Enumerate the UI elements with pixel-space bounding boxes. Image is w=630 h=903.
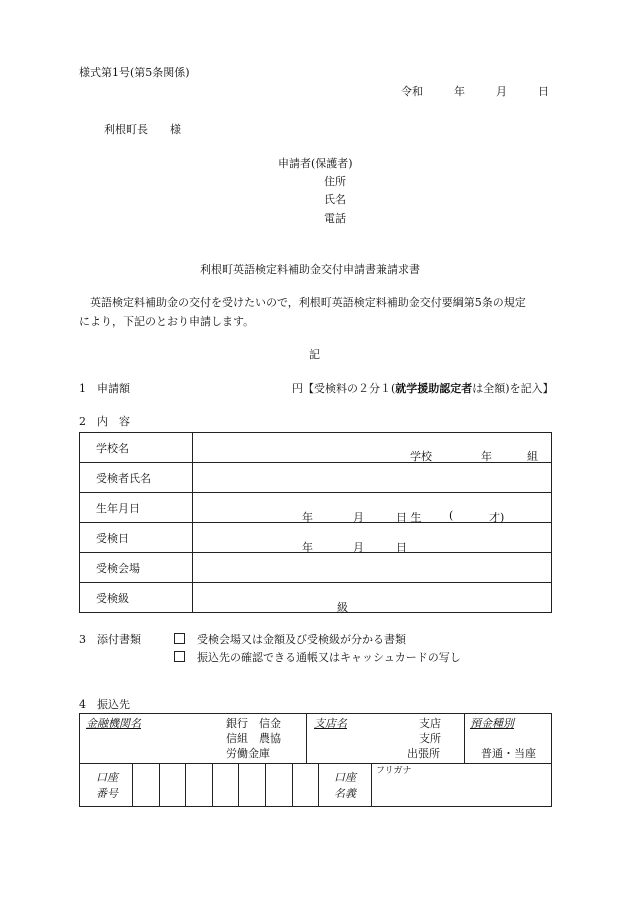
birthdate-field[interactable] [193, 493, 552, 523]
table-row [80, 433, 552, 463]
table-row [80, 553, 552, 583]
examinee-name-field[interactable] [193, 463, 552, 493]
applicant-phone-label: 電話 [324, 212, 346, 225]
school-field[interactable] [193, 433, 552, 463]
checkbox-attachment-2[interactable] [174, 651, 185, 662]
grade-suffix: 年 [481, 450, 492, 463]
row-label-exam-date: 受検日 [80, 523, 193, 553]
item3-label: 3 添付書類 [79, 633, 141, 646]
furigana-label: フリガナ [376, 766, 412, 776]
item2-label: 2 内 容 [79, 415, 130, 428]
date-era: 令和 [401, 85, 423, 98]
school-suffix: 学校 [410, 450, 432, 463]
class-suffix: 組 [527, 450, 538, 463]
bank-type-2: 信組 農協 [226, 732, 281, 745]
body-line-1: 英語検定料補助金の交付を受けたいので，利根町英語検定料補助金交付要綱第5条の規定 [90, 296, 526, 309]
birth-year: 年 [302, 511, 313, 524]
content-table [79, 432, 552, 613]
document-title: 利根町英語検定料補助金交付申請書兼請求書 [200, 263, 420, 276]
account-number-field[interactable] [133, 764, 318, 806]
item1-mid: は全額)を記入】 [472, 382, 554, 395]
item4-label: 4 振込先 [79, 698, 130, 711]
attachment-1-label: 受検会場又は金額及び受検級が分かる書類 [197, 633, 406, 646]
item1-note [292, 382, 554, 396]
row-label-school: 学校名 [80, 433, 193, 463]
deposit-type-label: 預金種別 [470, 717, 514, 730]
branch-type-3: 出張所 [407, 747, 440, 760]
account-holder-label-1: 口座 [334, 771, 356, 784]
grade-kyu: 級 [337, 601, 348, 614]
table-row [80, 463, 552, 493]
account-number-label-1: 口座 [96, 771, 118, 784]
date-month: 月 [496, 85, 507, 98]
exam-grade-field[interactable] [193, 583, 552, 613]
bank-name-label: 金融機関名 [86, 717, 141, 730]
body-line-2: により，下記のとおり申請します。 [79, 315, 255, 328]
branch-name-label: 支店名 [314, 717, 347, 730]
bank-table [79, 713, 552, 807]
branch-type-2: 支所 [419, 732, 441, 745]
age-suffix: 才) [489, 511, 505, 524]
exam-month: 月 [353, 541, 364, 554]
date-day: 日 [538, 85, 549, 98]
account-holder-label-2: 名義 [334, 787, 356, 800]
venue-field[interactable] [193, 553, 552, 583]
attachment-2-label: 振込先の確認できる通帳又はキャッシュカードの写し [197, 651, 461, 664]
birth-day: 日 生 [396, 511, 422, 524]
account-holder-field[interactable] [372, 776, 550, 806]
table-row [80, 523, 552, 553]
row-label-birthdate: 生年月日 [80, 493, 193, 523]
addressee: 利根町長 様 [104, 123, 181, 136]
bank-type-1: 銀行 信金 [226, 717, 281, 730]
ki-heading: 記 [309, 348, 320, 361]
bank-type-3: 労働金庫 [226, 747, 270, 760]
row-label-venue: 受検会場 [80, 553, 193, 583]
applicant-name-label: 氏名 [324, 193, 346, 206]
item1-label: 1 申請額 [79, 382, 130, 395]
attachment-option-2[interactable] [174, 651, 461, 665]
exam-year: 年 [302, 541, 313, 554]
birth-month: 月 [353, 511, 364, 524]
row-label-grade: 受検級 [80, 583, 193, 613]
checkbox-attachment-1[interactable] [174, 633, 185, 644]
item1-yen: 円【受検料の２分１( [292, 382, 396, 395]
applicant-title: 申請者(保護者) [278, 157, 353, 170]
form-number: 様式第1号(第5条関係) [79, 66, 190, 79]
applicant-address-label: 住所 [324, 175, 346, 188]
table-row [80, 583, 552, 613]
exam-day: 日 [396, 541, 407, 554]
row-label-name: 受検者氏名 [80, 463, 193, 493]
attachment-option-1[interactable] [174, 633, 406, 647]
age-open: ( [449, 509, 454, 522]
branch-type-1: 支店 [419, 717, 441, 730]
date-year: 年 [454, 85, 465, 98]
table-row [80, 493, 552, 523]
exam-date-field[interactable] [193, 523, 552, 553]
account-number-label-2: 番号 [96, 787, 118, 800]
date-line [401, 85, 549, 99]
item1-bold: 就学援助認定者 [395, 382, 473, 395]
deposit-type-value[interactable]: 普通・当座 [481, 747, 536, 760]
